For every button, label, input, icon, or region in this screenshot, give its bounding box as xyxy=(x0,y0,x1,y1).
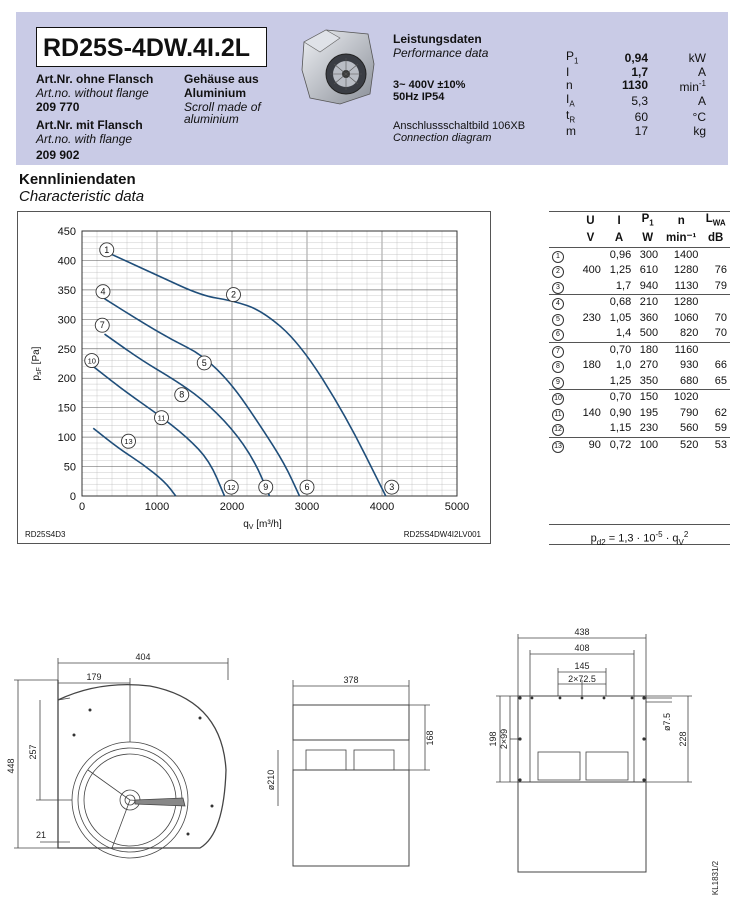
spec-unit: A xyxy=(697,64,706,79)
row-number xyxy=(549,263,577,279)
table-unit: min⁻¹ xyxy=(666,232,697,245)
x-tick-label: 4000 xyxy=(369,501,395,513)
row-number-badge: 2 xyxy=(552,266,564,278)
dim-198: 198 xyxy=(488,731,498,747)
connection-label-en: Connection diagram xyxy=(393,132,492,144)
y-tick-label: 150 xyxy=(57,402,76,415)
table-cell-n: 1280 xyxy=(673,264,699,277)
table-row xyxy=(549,342,730,358)
dim-7-5: ø7.5 xyxy=(662,712,672,732)
dim-2x72-5: 2×72.5 xyxy=(568,674,596,684)
table-header: I xyxy=(617,214,621,227)
row-number xyxy=(549,247,577,263)
table-cell-u xyxy=(577,390,604,406)
table-row xyxy=(549,421,730,437)
table-row xyxy=(549,295,730,311)
row-number-badge: 9 xyxy=(552,377,564,389)
characteristic-table xyxy=(549,212,730,453)
spec-row xyxy=(566,126,706,138)
housing-material: Aluminium xyxy=(184,86,246,100)
formula-top-rule xyxy=(549,524,730,525)
table-cell-n: 1020 xyxy=(661,390,701,406)
chart-footer-left: RD25S4D3 xyxy=(25,530,66,539)
formula-part: d2 xyxy=(596,537,606,547)
table-cell-u xyxy=(577,374,604,390)
table-unit: dB xyxy=(707,232,724,245)
formula-part: -5 xyxy=(655,530,663,539)
y-tick-label: 100 xyxy=(57,432,76,445)
row-number-badge: 7 xyxy=(552,346,564,358)
table-cell-i: 1,25 xyxy=(609,374,632,387)
table-cell-u xyxy=(577,421,604,437)
table-cell-n: 1280 xyxy=(661,295,701,311)
table-cell-l: 79 xyxy=(714,279,727,292)
table-cell-l xyxy=(701,295,730,311)
y-tick-label: 50 xyxy=(63,461,76,474)
x-axis-label-main: q xyxy=(243,519,249,530)
formula xyxy=(549,528,730,549)
performance-title-en: Performance data xyxy=(393,46,489,60)
table-cell-p: 100 xyxy=(634,437,661,453)
y-tick-label: 300 xyxy=(57,314,76,327)
spec-symbol: $t_R$ xyxy=(566,107,576,125)
row-number-badge: 13 xyxy=(552,441,564,453)
table-header: n xyxy=(677,214,685,227)
table-row xyxy=(549,326,730,342)
spec-unit: A xyxy=(697,94,706,109)
dim-145: 145 xyxy=(574,661,590,671)
table-cell-n: 680 xyxy=(679,374,699,387)
curve-marker-label: 4 xyxy=(100,286,106,297)
table-cell-l: 66 xyxy=(714,359,727,372)
table-cell-n: 790 xyxy=(679,406,699,419)
spec-value: 1,7 xyxy=(631,64,648,79)
table-cell-l: 70 xyxy=(714,311,727,324)
x-tick-label: 5000 xyxy=(444,501,470,513)
row-number-badge: 1 xyxy=(552,251,564,263)
x-axis-label-unit: [m³/h] xyxy=(253,519,282,530)
art-no-with-flange: 209 902 xyxy=(36,148,80,162)
row-number xyxy=(549,279,577,295)
curve-marker-label: 6 xyxy=(304,482,310,493)
y-tick-label: 0 xyxy=(69,491,76,503)
spec-value: 1130 xyxy=(621,78,648,93)
curve-marker-label: 5 xyxy=(201,357,207,368)
dim-210: ø210 xyxy=(266,769,276,791)
row-number-badge: 12 xyxy=(552,424,564,436)
x-tick-label: 1000 xyxy=(144,501,170,513)
row-number-badge: 6 xyxy=(552,329,564,341)
table-cell-p: 940 xyxy=(639,279,659,292)
table-cell-l: 62 xyxy=(714,406,727,419)
table-cell-n: 1400 xyxy=(661,247,701,263)
curve-marker-label: 8 xyxy=(179,389,185,400)
table-cell-i: 0,70 xyxy=(604,342,634,358)
table-cell-i: 1,7 xyxy=(615,279,632,292)
spec-row xyxy=(566,94,706,110)
table-cell-p: 270 xyxy=(639,359,659,372)
dim-228: 228 xyxy=(678,731,688,747)
row-number xyxy=(549,358,577,374)
spec-symbol: $P_1$ xyxy=(566,49,579,66)
table-cell-l xyxy=(701,390,730,406)
table-cell-p: 150 xyxy=(634,390,661,406)
table-cell-n: 1160 xyxy=(661,342,701,358)
table-cell-p: 500 xyxy=(639,327,659,340)
curve-marker-label: 1 xyxy=(104,244,110,255)
x-axis-label-sub: V xyxy=(248,524,254,531)
curve-marker-label: 10 xyxy=(87,356,96,366)
spec-unit: $\min^{-1}$ xyxy=(679,79,706,95)
table-row xyxy=(549,406,730,422)
formula-part: V xyxy=(678,537,684,547)
art-no-without-flange-label-en: Art.no. without flange xyxy=(36,86,149,100)
spec-symbol: n xyxy=(566,78,573,93)
table-cell-p: 210 xyxy=(634,295,661,311)
y-axis-label-main: p xyxy=(31,374,42,381)
table-cell-i: 1,25 xyxy=(609,264,632,277)
table-cell-i: 1,15 xyxy=(609,422,632,435)
row-number xyxy=(549,342,577,358)
table-unit: V xyxy=(586,232,595,245)
x-axis-label xyxy=(243,519,282,531)
table-cell-u: 400 xyxy=(582,264,601,277)
art-no-with-flange-label-en: Art.no. with flange xyxy=(36,132,133,146)
y-tick-label: 350 xyxy=(57,284,76,297)
table-cell-p: 180 xyxy=(634,342,661,358)
dim-168: 168 xyxy=(425,730,435,746)
curve-marker-label: 12 xyxy=(227,483,236,493)
table-cell-n: 820 xyxy=(679,327,699,340)
table-cell-u xyxy=(577,247,604,263)
characteristic-chart xyxy=(17,211,491,544)
dim-257: 257 xyxy=(28,744,38,760)
dimension-drawings xyxy=(0,620,744,900)
row-number xyxy=(549,295,577,311)
table-unit: A xyxy=(614,232,624,245)
table-cell-i: 1,4 xyxy=(615,327,632,340)
table-cell-u: 140 xyxy=(582,406,601,419)
spec-symbol: $I_A$ xyxy=(566,91,575,109)
dim-2x99: 2×99 xyxy=(499,728,509,750)
dim-404: 404 xyxy=(135,652,151,662)
table-cell-n: 1060 xyxy=(673,311,699,324)
table-cell-l xyxy=(701,247,730,263)
connection-label: Anschlussschaltbild 106XB xyxy=(393,120,526,132)
table-cell-p: 300 xyxy=(634,247,661,263)
table-cell-l: 65 xyxy=(714,374,727,387)
table-cell-i: 0,96 xyxy=(604,247,634,263)
table-cell-p: 230 xyxy=(639,422,659,435)
section-title: Kennliniendaten xyxy=(19,171,136,188)
x-tick-label: 0 xyxy=(78,501,86,513)
table-header: U xyxy=(586,214,595,227)
table-cell-i: 0,70 xyxy=(604,390,634,406)
table-header: $P_1$ xyxy=(641,213,654,228)
formula-part: p xyxy=(590,532,597,545)
spec-value: 0,94 xyxy=(624,51,648,66)
row-number xyxy=(549,326,577,342)
table-row xyxy=(549,390,730,406)
curve-marker-label: 2 xyxy=(230,289,237,300)
table-cell-l: 76 xyxy=(714,264,727,277)
table-cell-l xyxy=(701,342,730,358)
spec-value: 5,3 xyxy=(631,94,648,109)
housing-en-2: aluminium xyxy=(184,112,239,126)
table-row xyxy=(549,247,730,263)
curve-marker-label: 13 xyxy=(124,437,133,447)
table-cell-l: 53 xyxy=(701,437,730,453)
dim-378: 378 xyxy=(343,675,359,685)
table-cell-u: 180 xyxy=(582,359,601,372)
spec-unit: kW xyxy=(688,51,706,66)
table-cell-i: 0,90 xyxy=(609,406,632,419)
chart-footer-right: RD25S4DW4I2LV001 xyxy=(403,530,481,539)
table-cell-u xyxy=(577,279,604,295)
table-cell-p: 350 xyxy=(639,374,659,387)
table-row xyxy=(549,374,730,390)
table-unit-blank xyxy=(549,231,577,248)
curve-marker-label: 3 xyxy=(389,482,395,493)
table-cell-i: 0,72 xyxy=(604,437,634,453)
table-cell-u: 230 xyxy=(582,311,601,324)
table-row xyxy=(549,311,730,327)
table-row xyxy=(549,279,730,295)
row-number-badge: 10 xyxy=(552,393,564,405)
y-axis-label xyxy=(31,346,43,380)
art-no-with-flange-label: Art.Nr. mit Flansch xyxy=(36,118,143,132)
table-cell-p: 610 xyxy=(639,264,659,277)
art-no-without-flange: 209 770 xyxy=(36,100,80,114)
row-number-badge: 3 xyxy=(552,282,564,294)
formula-part: = 1,3 · 10 xyxy=(605,532,656,545)
y-axis-label-sub: sF xyxy=(36,367,43,375)
table-cell-u xyxy=(577,342,604,358)
spec-symbol: m xyxy=(566,123,576,138)
row-number-badge: 5 xyxy=(552,314,564,326)
table-cell-n: 560 xyxy=(679,422,699,435)
dim-408: 408 xyxy=(574,643,590,653)
table-cell-l: 70 xyxy=(714,327,727,340)
row-number xyxy=(549,311,577,327)
spec-row xyxy=(566,67,706,79)
row-number xyxy=(549,437,577,453)
y-tick-label: 200 xyxy=(57,373,76,386)
front-view-drawing xyxy=(278,680,430,866)
spec-value: 17 xyxy=(634,123,648,138)
art-no-without-flange-label: Art.Nr. ohne Flansch xyxy=(36,72,154,86)
y-tick-label: 400 xyxy=(57,255,76,268)
table-cell-n: 1130 xyxy=(674,279,699,292)
housing-en-1: Scroll made of xyxy=(184,100,261,114)
y-tick-label: 250 xyxy=(57,343,76,356)
specs-table xyxy=(566,51,706,137)
dim-448: 448 xyxy=(6,758,16,774)
spec-symbol: I xyxy=(566,64,570,79)
performance-title: Leistungsdaten xyxy=(393,32,482,46)
drawing-code: KL1831/2 xyxy=(711,860,720,896)
table-header: $L_{WA}$ xyxy=(705,213,726,228)
table-cell-p: 195 xyxy=(639,406,659,419)
model-title: RD25S-4DW.4I.2L xyxy=(36,27,267,67)
table-cell-u: 90 xyxy=(577,437,604,453)
curve-line xyxy=(112,255,386,496)
y-tick-label: 450 xyxy=(57,226,76,238)
plot-area-border xyxy=(82,231,457,496)
spec-unit: °C xyxy=(692,109,706,124)
table-row xyxy=(549,263,730,279)
side-view-drawing xyxy=(14,658,228,858)
row-number xyxy=(549,421,577,437)
dim-21: 21 xyxy=(35,830,47,840)
table-row xyxy=(549,358,730,374)
dim-438: 438 xyxy=(574,627,590,637)
table-header-blank xyxy=(549,212,577,231)
formula-part: · q xyxy=(662,532,679,545)
table-cell-n: 930 xyxy=(679,359,699,372)
table-row xyxy=(549,437,730,453)
rear-view-drawing xyxy=(496,634,692,872)
row-number xyxy=(549,374,577,390)
spec-value: 60 xyxy=(634,109,648,124)
table-cell-i: 0,68 xyxy=(604,295,634,311)
formula-part: 2 xyxy=(683,530,689,539)
row-number xyxy=(549,406,577,422)
spec-row xyxy=(566,78,706,94)
curve-marker-label: 11 xyxy=(157,413,166,423)
table-unit: W xyxy=(642,232,654,245)
housing-label: Gehäuse aus xyxy=(184,72,259,86)
supply-voltage: 3~ 400V ±10% xyxy=(393,79,466,91)
x-tick-label: 3000 xyxy=(294,501,320,513)
table-cell-l: 59 xyxy=(714,422,727,435)
x-tick-label: 2000 xyxy=(219,501,245,513)
section-subtitle: Characteristic data xyxy=(19,188,145,205)
table-cell-n: 520 xyxy=(661,437,701,453)
y-axis-label-unit: [Pa] xyxy=(31,346,42,368)
table-cell-u xyxy=(577,326,604,342)
curve-marker-label: 9 xyxy=(263,482,269,493)
fan-product-image xyxy=(296,24,378,108)
table-cell-i: 1,0 xyxy=(615,359,632,372)
row-number-badge: 8 xyxy=(552,361,564,373)
table-cell-i: 1,05 xyxy=(609,311,632,324)
row-number-badge: 4 xyxy=(552,298,564,310)
spec-unit: kg xyxy=(693,123,706,138)
table-cell-p: 360 xyxy=(639,311,659,324)
frequency-ip: 50Hz IP54 xyxy=(393,91,445,103)
curve-marker-label: 7 xyxy=(99,320,105,331)
dim-179: 179 xyxy=(86,672,102,682)
table-cell-u xyxy=(577,295,604,311)
row-number-badge: 11 xyxy=(552,409,564,421)
row-number xyxy=(549,390,577,406)
